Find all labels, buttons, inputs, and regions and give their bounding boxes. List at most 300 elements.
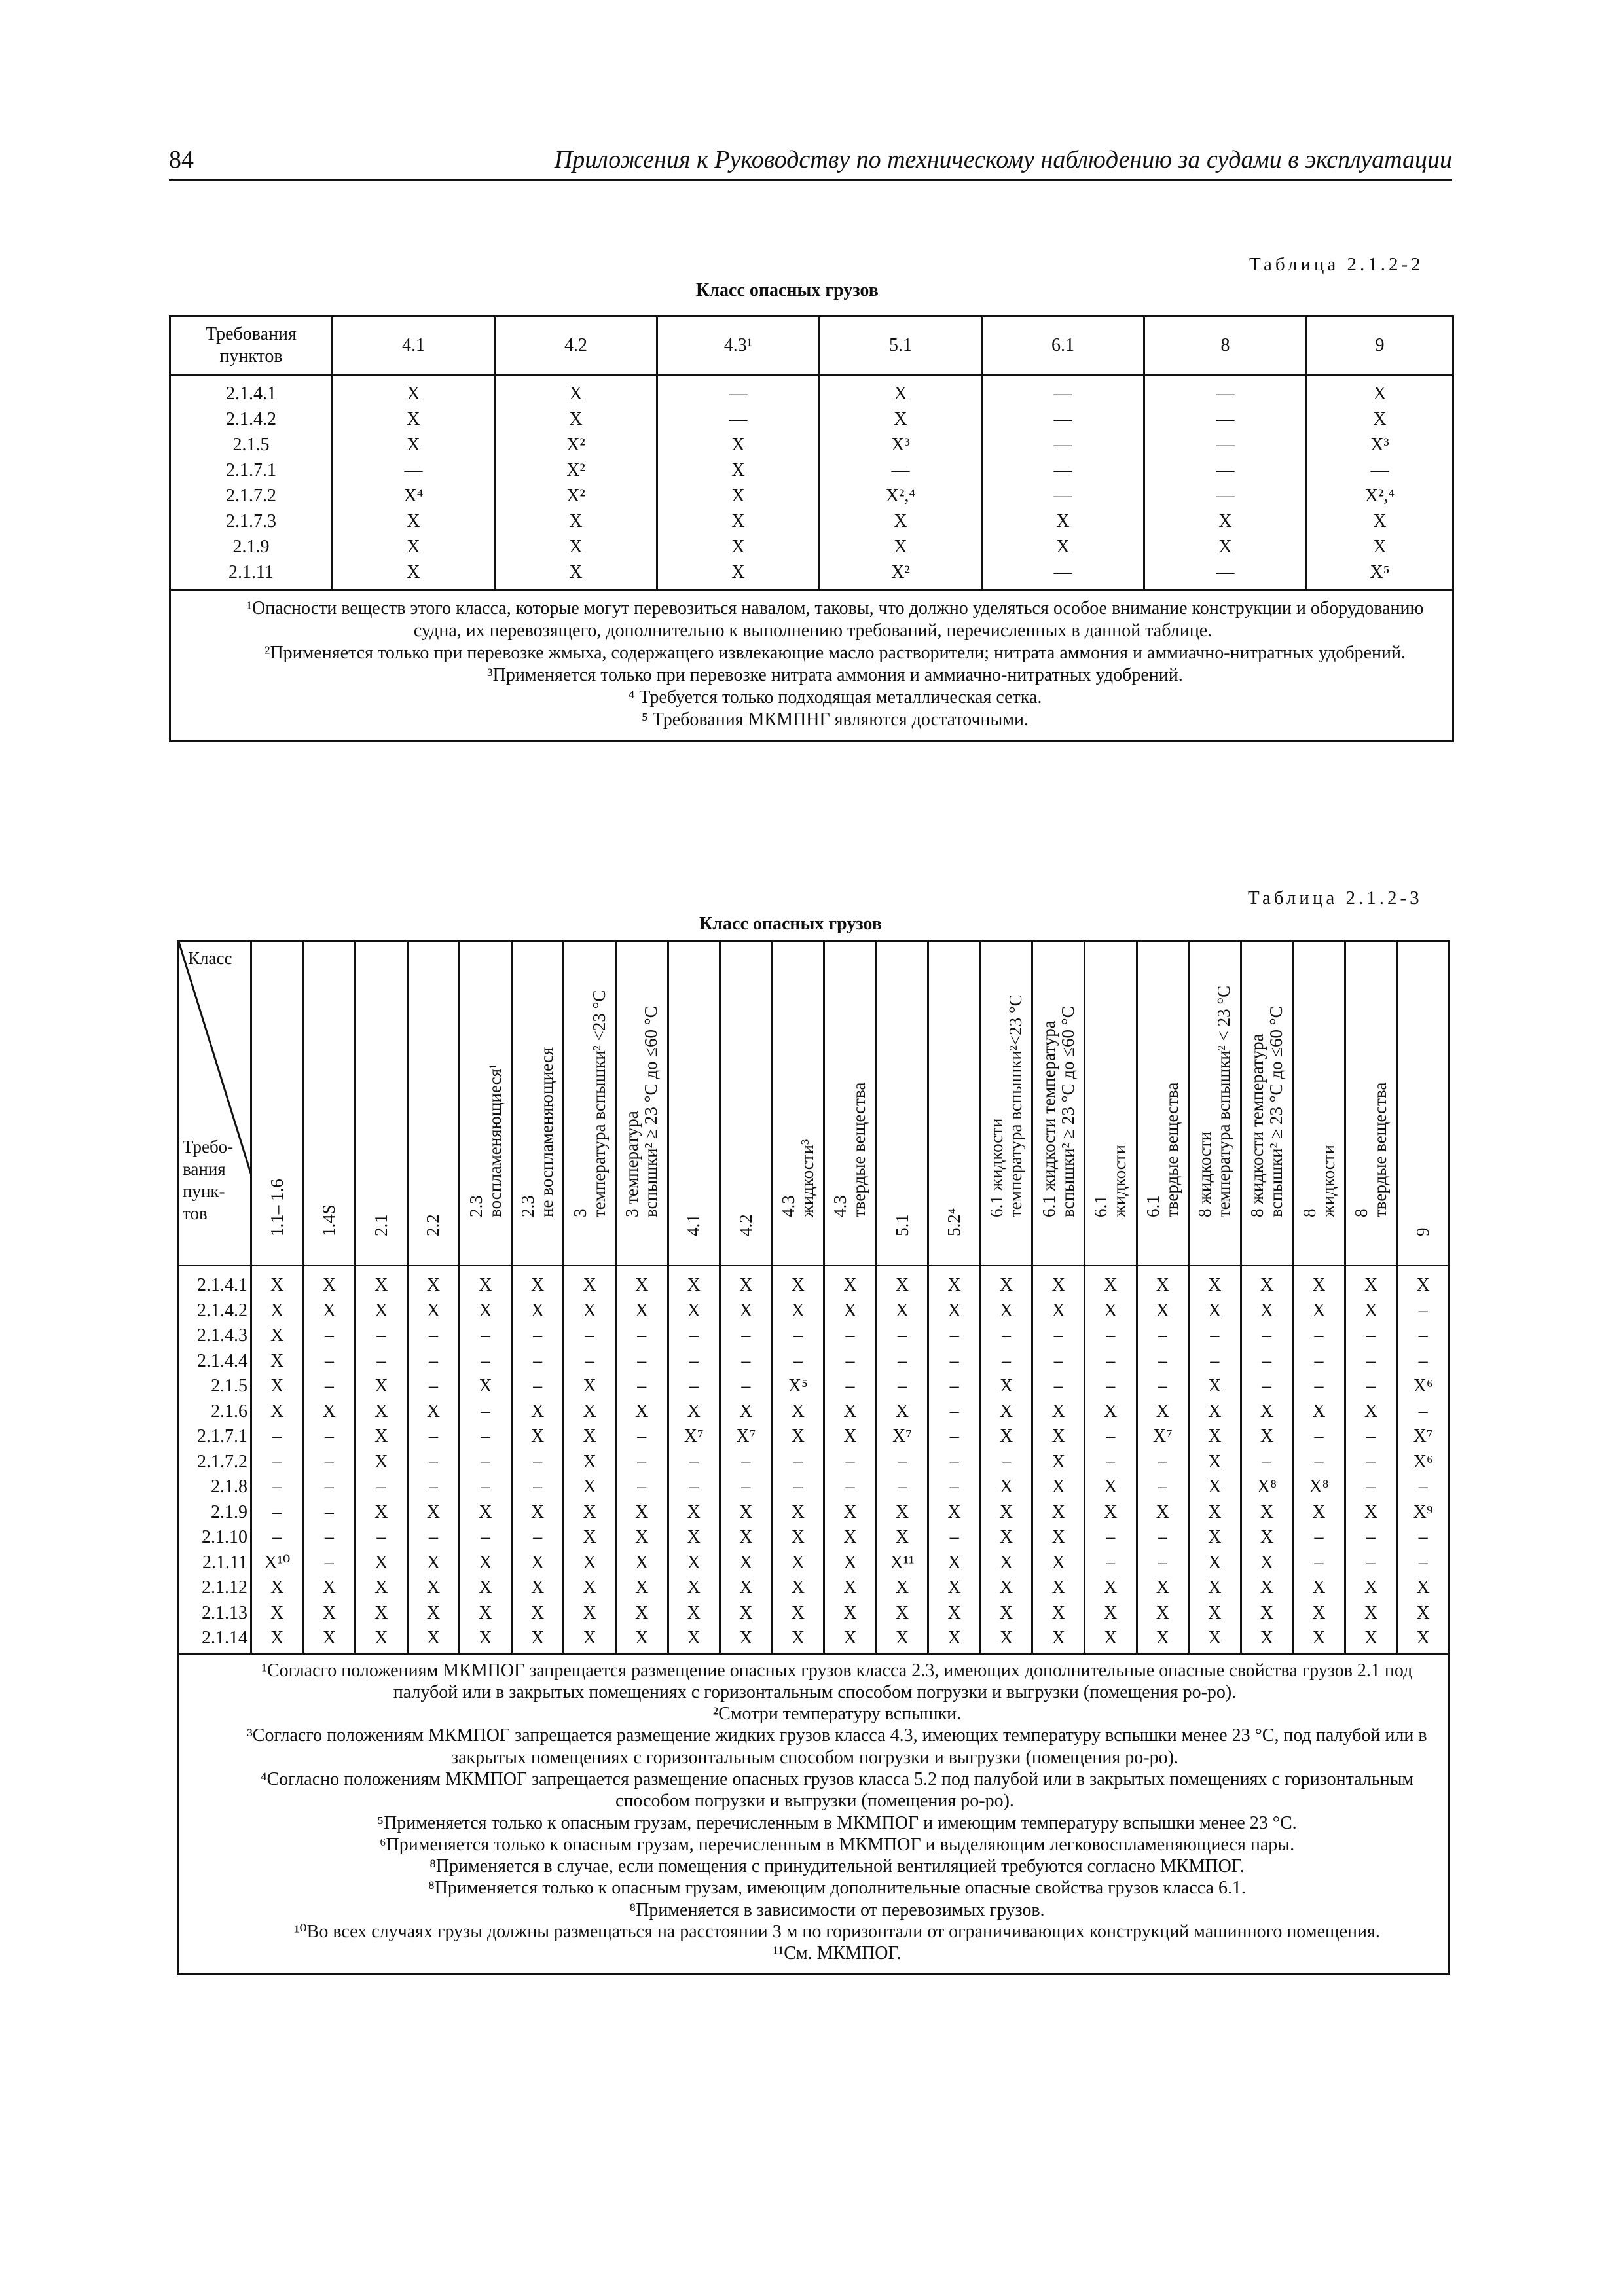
table-cell: X⁷ bbox=[1397, 1424, 1450, 1450]
table-row bbox=[170, 432, 1453, 457]
table-cell: X bbox=[668, 1500, 720, 1526]
table-cell: X bbox=[356, 1575, 408, 1601]
table-cell: X bbox=[980, 1299, 1032, 1324]
table2-note: ⁸Применяется в случае, если помещения с принудительной вентиляцией требуются согласно МКМПОГ. bbox=[429, 1856, 1245, 1877]
vertical-header-text bbox=[1300, 1145, 1338, 1217]
table1-corner: Требования пунктов bbox=[170, 317, 333, 375]
table-row bbox=[170, 509, 1453, 534]
table-cell: – bbox=[407, 1323, 460, 1349]
row-item-number: 2.1.4.1 bbox=[178, 1266, 251, 1299]
table-cell: X bbox=[668, 1601, 720, 1626]
table-row bbox=[178, 1450, 1450, 1475]
table-cell: X bbox=[1189, 1575, 1241, 1601]
row-item-number: 2.1.5 bbox=[170, 432, 333, 457]
table-cell: X bbox=[407, 1601, 460, 1626]
table-cell: X bbox=[1307, 406, 1453, 432]
table-cell: – bbox=[1293, 1349, 1345, 1374]
vertical-header-text bbox=[1413, 1228, 1432, 1237]
table-cell: X bbox=[615, 1575, 668, 1601]
table-cell: – bbox=[1345, 1450, 1397, 1475]
table2-note: ³Согласго положениям МКМПОГ запрещается размещение жидких грузов класса 4.3, имеющих температуру вспышки менее 23 °С, под палубой или в закрытых помещениях с горизонтальным способом погрузки и выгрузки (помещения ро-ро). bbox=[247, 1725, 1427, 1768]
table-cell: X bbox=[303, 1399, 356, 1425]
table-cell: X bbox=[251, 1323, 304, 1349]
vertical-header-text bbox=[1091, 1145, 1129, 1217]
table-cell: X bbox=[668, 1551, 720, 1576]
vertical-header-text bbox=[945, 1208, 964, 1236]
corner-line: тов bbox=[183, 1204, 208, 1223]
table-cell: – bbox=[928, 1399, 981, 1425]
table-cell: X bbox=[251, 1349, 304, 1374]
table2-header-row bbox=[178, 941, 1450, 1266]
table-cell: X bbox=[1293, 1575, 1345, 1601]
table-cell: – bbox=[251, 1525, 304, 1551]
header-line: 8 bbox=[1351, 1208, 1372, 1217]
row-item-number: 2.1.4.2 bbox=[170, 406, 333, 432]
table-cell: – bbox=[720, 1450, 773, 1475]
table-cell: X bbox=[772, 1424, 824, 1450]
table-cell: X bbox=[980, 1399, 1032, 1425]
table-cell: – bbox=[668, 1349, 720, 1374]
table-row bbox=[178, 1575, 1450, 1601]
row-item-number: 2.1.13 bbox=[178, 1601, 251, 1626]
table-cell: – bbox=[928, 1323, 981, 1349]
table-cell: X bbox=[772, 1551, 824, 1576]
table-cell: – bbox=[1085, 1349, 1137, 1374]
table-cell: X bbox=[564, 1374, 616, 1399]
table1-col-header: 4.1 bbox=[333, 317, 495, 375]
table-cell: X² bbox=[820, 560, 982, 590]
table-cell: X bbox=[1293, 1299, 1345, 1324]
row-item-number: 2.1.12 bbox=[178, 1575, 251, 1601]
table-cell: X bbox=[1307, 375, 1453, 407]
table-cell: – bbox=[407, 1374, 460, 1399]
table-cell: – bbox=[876, 1475, 928, 1500]
table-cell: – bbox=[1293, 1525, 1345, 1551]
table2-col-header bbox=[876, 941, 928, 1266]
table-cell: X bbox=[1032, 1601, 1085, 1626]
table-cell: – bbox=[407, 1424, 460, 1450]
table-cell: – bbox=[407, 1349, 460, 1374]
table-cell: X bbox=[1293, 1399, 1345, 1425]
table2-note: ¹Согласго положениям МКМПОГ запрещается размещение опасных грузов класса 2.3, имеющих дополнительные опасные свойства грузов 2.1 под палубой или в закрытых помещениях с горизонтальным способом погрузки и выгрузки (помещения ро-ро). bbox=[261, 1660, 1413, 1702]
table-cell: X³ bbox=[820, 432, 982, 457]
table-cell: – bbox=[460, 1323, 512, 1349]
table-cell: – bbox=[1241, 1374, 1293, 1399]
table-cell: – bbox=[303, 1450, 356, 1475]
table-cell: – bbox=[564, 1349, 616, 1374]
table-cell: X²,⁴ bbox=[820, 483, 982, 509]
table-cell: X bbox=[668, 1525, 720, 1551]
table-cell: — bbox=[982, 457, 1144, 483]
vertical-header-text bbox=[1248, 1006, 1286, 1217]
table-cell: X bbox=[668, 1575, 720, 1601]
table-cell: X bbox=[928, 1299, 981, 1324]
table-cell: – bbox=[668, 1450, 720, 1475]
table-cell: X bbox=[1085, 1500, 1137, 1526]
corner-requirements-label bbox=[183, 1136, 233, 1225]
table-cell: X bbox=[720, 1626, 773, 1653]
row-item-number: 2.1.4.4 bbox=[178, 1349, 251, 1374]
table-cell: – bbox=[407, 1525, 460, 1551]
table-cell: – bbox=[928, 1525, 981, 1551]
table2-col-header bbox=[1293, 941, 1345, 1266]
table-cell: – bbox=[1032, 1323, 1085, 1349]
vertical-header-text bbox=[1195, 986, 1233, 1217]
table-cell: X bbox=[356, 1500, 408, 1526]
page-header bbox=[169, 145, 1452, 181]
table-cell: X bbox=[460, 1500, 512, 1526]
table-cell: X bbox=[1189, 1266, 1241, 1299]
table-cell: – bbox=[356, 1525, 408, 1551]
table-cell: X⁴ bbox=[333, 483, 495, 509]
table-cell: X bbox=[1137, 1626, 1189, 1653]
table-cell: – bbox=[668, 1323, 720, 1349]
table-cell: X⁸ bbox=[1241, 1475, 1293, 1500]
table-cell: X bbox=[615, 1601, 668, 1626]
row-item-number: 2.1.7.2 bbox=[178, 1450, 251, 1475]
table-cell: X bbox=[251, 1601, 304, 1626]
table-cell: – bbox=[1032, 1374, 1085, 1399]
table-cell: X bbox=[1345, 1399, 1397, 1425]
table-cell: X bbox=[303, 1266, 356, 1299]
table-cell: X bbox=[824, 1299, 877, 1324]
corner-line: вания bbox=[183, 1159, 226, 1179]
table-cell: X bbox=[824, 1551, 877, 1576]
table-cell: X bbox=[1137, 1299, 1189, 1324]
table-cell: – bbox=[615, 1349, 668, 1374]
table-cell: – bbox=[1345, 1551, 1397, 1576]
table-cell: X bbox=[615, 1399, 668, 1425]
table-cell: – bbox=[720, 1374, 773, 1399]
table-cell: X bbox=[876, 1500, 928, 1526]
table-cell: – bbox=[564, 1323, 616, 1349]
table-cell: X bbox=[657, 560, 820, 590]
table-cell: – bbox=[460, 1349, 512, 1374]
table-cell: X bbox=[876, 1266, 928, 1299]
table-cell: – bbox=[1345, 1349, 1397, 1374]
header-line: 2.3 bbox=[465, 1195, 486, 1217]
header-line: 1.1– 1.6 bbox=[266, 1179, 287, 1236]
table-cell: – bbox=[511, 1323, 564, 1349]
table-row bbox=[178, 1349, 1450, 1374]
table-cell: – bbox=[980, 1323, 1032, 1349]
corner-line: пунк- bbox=[183, 1181, 225, 1201]
table-cell: X bbox=[511, 1500, 564, 1526]
table-cell: – bbox=[824, 1475, 877, 1500]
table-cell: – bbox=[1397, 1399, 1450, 1425]
table-cell: – bbox=[1137, 1323, 1189, 1349]
table-cell: X bbox=[876, 1525, 928, 1551]
table-cell: – bbox=[615, 1323, 668, 1349]
table-cell: X bbox=[564, 1525, 616, 1551]
table-cell: X⁶ bbox=[1397, 1374, 1450, 1399]
table-cell: – bbox=[668, 1475, 720, 1500]
table-cell: X bbox=[820, 375, 982, 407]
table-cell: X bbox=[333, 509, 495, 534]
table-cell: X bbox=[980, 1500, 1032, 1526]
table-cell: – bbox=[356, 1475, 408, 1500]
table-cell: X bbox=[1189, 1450, 1241, 1475]
table-cell: – bbox=[251, 1424, 304, 1450]
header-line: 8 жидкости bbox=[1195, 1131, 1215, 1217]
table-cell: X bbox=[1293, 1626, 1345, 1653]
table-cell: X bbox=[407, 1399, 460, 1425]
table2-col-header bbox=[1189, 941, 1241, 1266]
table-cell: X bbox=[356, 1424, 408, 1450]
table2-col-header bbox=[564, 941, 616, 1266]
table-cell: – bbox=[772, 1323, 824, 1349]
table-cell: – bbox=[356, 1349, 408, 1374]
header-line: 4.3 bbox=[830, 1195, 850, 1217]
table-cell: X bbox=[1307, 534, 1453, 560]
table2-col-header bbox=[511, 941, 564, 1266]
vertical-header-text bbox=[1144, 1083, 1182, 1217]
table-cell: X bbox=[928, 1500, 981, 1526]
table-cell: X bbox=[824, 1626, 877, 1653]
table-cell: X bbox=[251, 1374, 304, 1399]
table-cell: – bbox=[980, 1349, 1032, 1374]
table-cell: X bbox=[1137, 1575, 1189, 1601]
table-cell: X bbox=[564, 1266, 616, 1299]
vertical-header-text bbox=[424, 1214, 443, 1236]
table-cell: X bbox=[1032, 1626, 1085, 1653]
table-cell: X bbox=[720, 1525, 773, 1551]
table-cell: X bbox=[980, 1475, 1032, 1500]
table-cell: X bbox=[495, 534, 657, 560]
table2-note: ⁵Применяется только к опасным грузам, перечисленным в МКМПОГ и имеющим температуру вспышки менее 23 °С. bbox=[377, 1812, 1297, 1833]
table-row bbox=[178, 1266, 1450, 1299]
table-cell: X bbox=[928, 1551, 981, 1576]
table-row bbox=[178, 1475, 1450, 1500]
table-cell: X bbox=[772, 1399, 824, 1425]
header-line: температура вспышки² < 23 °С bbox=[1214, 985, 1234, 1217]
table-cell: X bbox=[876, 1299, 928, 1324]
table2-note: ⁴Согласно положениям МКМПОГ запрещается размещение опасных грузов класса 5.2 под палубой или в закрытых помещениях с горизонтальным способом погрузки и выгрузки (помещения ро-ро). bbox=[260, 1768, 1414, 1812]
table2-col-header bbox=[1032, 941, 1085, 1266]
table1-label: Таблица 2.1.2-2 bbox=[1249, 254, 1424, 275]
table-cell: – bbox=[511, 1475, 564, 1500]
table-cell: X bbox=[564, 1299, 616, 1324]
vertical-header-text bbox=[571, 990, 609, 1217]
table-cell: X bbox=[980, 1551, 1032, 1576]
table2-note: ⁶Применяется только к опасным грузам, перечисленным в МКМПОГ и выделяющим легковоспламеняющиеся пары. bbox=[379, 1834, 1295, 1855]
table-cell: X¹⁰ bbox=[251, 1551, 304, 1576]
table-cell: X bbox=[1085, 1601, 1137, 1626]
header-line: 6.1 bbox=[1142, 1195, 1163, 1217]
table-cell: – bbox=[928, 1374, 981, 1399]
table-cell: X bbox=[564, 1500, 616, 1526]
vertical-header-text bbox=[1040, 1006, 1078, 1217]
table-cell: X bbox=[1085, 1266, 1137, 1299]
vertical-header-text bbox=[519, 1047, 556, 1217]
table2-col-header bbox=[1085, 941, 1137, 1266]
header-line: 2.1 bbox=[371, 1214, 391, 1236]
table-cell: – bbox=[824, 1450, 877, 1475]
table-cell: X¹¹ bbox=[876, 1551, 928, 1576]
table-cell: X bbox=[407, 1299, 460, 1324]
table-cell: X bbox=[772, 1299, 824, 1324]
table1-title: Класс опасных грузов bbox=[696, 280, 879, 300]
table-cell: X bbox=[1137, 1500, 1189, 1526]
row-item-number: 2.1.11 bbox=[170, 560, 333, 590]
table-cell: X bbox=[1241, 1299, 1293, 1324]
table-cell: – bbox=[303, 1500, 356, 1526]
table-cell: – bbox=[928, 1424, 981, 1450]
table1-note: ¹Опасности веществ этого класса, которые могут перевозиться навалом, таковы, что должно уделяться особое внимание конструкции и оборудованию судна, их перевозящего, дополнительно к выполнению требований, перечисленных в данной таблице. bbox=[246, 598, 1424, 641]
table-cell: X bbox=[1345, 1601, 1397, 1626]
table-cell: – bbox=[824, 1374, 877, 1399]
table-cell: X bbox=[564, 1475, 616, 1500]
table1-col-header: 8 bbox=[1144, 317, 1307, 375]
table-cell: X bbox=[303, 1575, 356, 1601]
table-cell: – bbox=[1397, 1525, 1450, 1551]
table-cell: X bbox=[772, 1601, 824, 1626]
header-line: 5.1 bbox=[892, 1214, 912, 1236]
table-cell: — bbox=[982, 406, 1144, 432]
table-cell: X bbox=[460, 1551, 512, 1576]
table-cell: – bbox=[1345, 1525, 1397, 1551]
table2-col-header bbox=[407, 941, 460, 1266]
table-row bbox=[170, 457, 1453, 483]
header-line: 2.3 bbox=[518, 1195, 538, 1217]
table-cell: X bbox=[1345, 1299, 1397, 1324]
table-cell: X bbox=[1032, 1266, 1085, 1299]
table-row bbox=[178, 1399, 1450, 1425]
table-cell: X bbox=[1189, 1374, 1241, 1399]
table-cell: X bbox=[356, 1399, 408, 1425]
table2-note: ²Смотри температуру вспышки. bbox=[712, 1704, 962, 1725]
table-cell: — bbox=[1144, 483, 1307, 509]
table-cell: X bbox=[668, 1626, 720, 1653]
table-cell: X bbox=[720, 1500, 773, 1526]
table-cell: X bbox=[980, 1374, 1032, 1399]
table-cell: – bbox=[303, 1551, 356, 1576]
table-cell: – bbox=[303, 1349, 356, 1374]
table-cell: X bbox=[720, 1601, 773, 1626]
table-row bbox=[170, 406, 1453, 432]
table-cell: — bbox=[982, 375, 1144, 407]
table2-title: Класс опасных грузов bbox=[699, 914, 882, 934]
table-cell: X bbox=[657, 457, 820, 483]
table-cell: X bbox=[495, 375, 657, 407]
table-cell: X bbox=[980, 1626, 1032, 1653]
table-cell: X bbox=[1032, 1299, 1085, 1324]
table-cell: X bbox=[928, 1601, 981, 1626]
table-cell: X bbox=[1137, 1601, 1189, 1626]
table-cell: X⁵ bbox=[1307, 560, 1453, 590]
table-cell: – bbox=[1293, 1551, 1345, 1576]
table-cell: X bbox=[1085, 1399, 1137, 1425]
table-cell: X bbox=[511, 1266, 564, 1299]
table-cell: – bbox=[1085, 1525, 1137, 1551]
table-cell: X bbox=[1241, 1626, 1293, 1653]
header-line: 1.4S bbox=[319, 1204, 339, 1236]
table-cell: — bbox=[1144, 432, 1307, 457]
table-cell: — bbox=[1144, 375, 1307, 407]
table-cell: X⁷ bbox=[876, 1424, 928, 1450]
table2-col-header bbox=[928, 941, 981, 1266]
row-item-number: 2.1.7.1 bbox=[178, 1424, 251, 1450]
table-cell: X bbox=[1189, 1424, 1241, 1450]
table-cell: – bbox=[876, 1450, 928, 1475]
vertical-header-text bbox=[467, 1064, 505, 1217]
table-cell: – bbox=[1137, 1374, 1189, 1399]
table-cell: – bbox=[1293, 1323, 1345, 1349]
header-line: жидкости bbox=[1110, 1145, 1130, 1217]
table-cell: X bbox=[407, 1551, 460, 1576]
table-cell: – bbox=[1137, 1450, 1189, 1475]
table-cell: X bbox=[824, 1424, 877, 1450]
table-cell: X bbox=[1241, 1424, 1293, 1450]
table-cell: – bbox=[980, 1450, 1032, 1475]
table1-col-header: 4.2 bbox=[495, 317, 657, 375]
table2-col-header bbox=[1397, 941, 1450, 1266]
header-line: температура вспышки²<23 °С bbox=[1006, 994, 1026, 1217]
table-cell: – bbox=[511, 1525, 564, 1551]
table-cell: – bbox=[720, 1475, 773, 1500]
table-cell: X bbox=[820, 509, 982, 534]
table-cell: X bbox=[876, 1399, 928, 1425]
table-cell: X bbox=[460, 1266, 512, 1299]
table-cell: X bbox=[980, 1424, 1032, 1450]
table-cell: – bbox=[511, 1349, 564, 1374]
table-row bbox=[178, 1601, 1450, 1626]
table-cell: – bbox=[1085, 1551, 1137, 1576]
table-cell: X bbox=[928, 1575, 981, 1601]
table-cell: X bbox=[1345, 1500, 1397, 1526]
table-cell: – bbox=[460, 1525, 512, 1551]
table-cell: – bbox=[460, 1424, 512, 1450]
table-cell: X bbox=[876, 1575, 928, 1601]
table-cell: – bbox=[1345, 1323, 1397, 1349]
table-cell: X bbox=[1189, 1626, 1241, 1653]
header-line: жидкости bbox=[1318, 1145, 1338, 1217]
table-cell: X bbox=[1189, 1299, 1241, 1324]
table-row bbox=[178, 1551, 1450, 1576]
table1-note: ³Применяется только при перевозке нитрата аммония и аммиачно-нитратных удобрений. bbox=[487, 665, 1183, 685]
table-cell: X bbox=[1241, 1399, 1293, 1425]
table-cell: — bbox=[982, 483, 1144, 509]
table-cell: — bbox=[333, 457, 495, 483]
row-item-number: 2.1.10 bbox=[178, 1525, 251, 1551]
table-cell: X bbox=[1032, 1450, 1085, 1475]
table-cell: X bbox=[564, 1551, 616, 1576]
table-cell: X bbox=[495, 406, 657, 432]
table-cell: X bbox=[511, 1299, 564, 1324]
table-cell: X bbox=[1144, 509, 1307, 534]
table1-col-header: 5.1 bbox=[820, 317, 982, 375]
table-cell: X bbox=[876, 1601, 928, 1626]
table-cell: X bbox=[772, 1500, 824, 1526]
table-cell: – bbox=[668, 1374, 720, 1399]
table-cell: – bbox=[1345, 1374, 1397, 1399]
table1-col-header: 6.1 bbox=[982, 317, 1144, 375]
table-cell: X bbox=[982, 534, 1144, 560]
table-cell: – bbox=[615, 1374, 668, 1399]
table-cell: – bbox=[407, 1475, 460, 1500]
table-cell: X bbox=[303, 1299, 356, 1324]
table2-note: ⁸Применяется в зависимости от перевозимых грузов. bbox=[629, 1899, 1045, 1920]
table-cell: – bbox=[1397, 1349, 1450, 1374]
table2-note: ⁸Применяется только к опасным грузам, имеющим дополнительные опасные свойства грузов класса 6.1. bbox=[428, 1878, 1246, 1899]
row-item-number: 2.1.7.3 bbox=[170, 509, 333, 534]
table-cell: X bbox=[1397, 1601, 1450, 1626]
table-cell: X bbox=[1189, 1525, 1241, 1551]
table-cell: X bbox=[356, 1299, 408, 1324]
table-cell: X bbox=[980, 1525, 1032, 1551]
table-cell: – bbox=[1189, 1323, 1241, 1349]
table-cell: X bbox=[1307, 509, 1453, 534]
